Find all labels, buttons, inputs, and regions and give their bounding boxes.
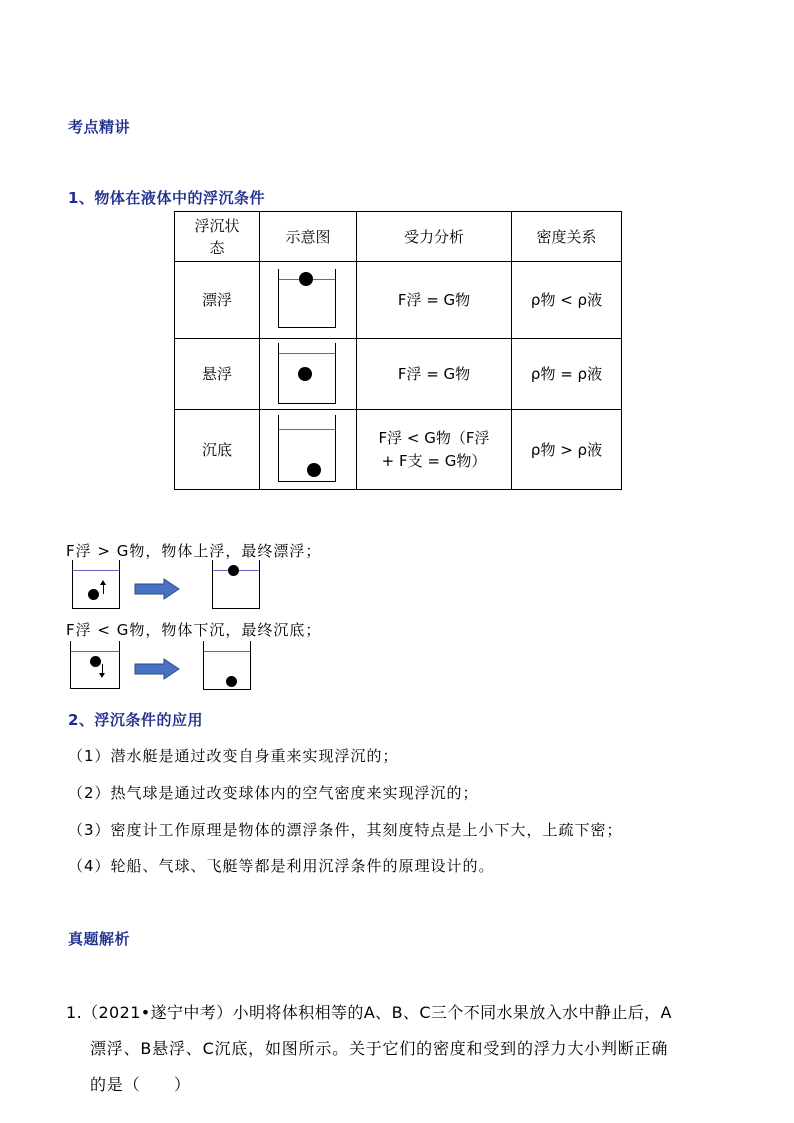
- cell-force: F浮 = G物: [357, 339, 512, 410]
- sink-condition-text: F浮 < G物，物体下沉，最终沉底；: [66, 621, 322, 639]
- beaker-floating-result: [212, 560, 260, 609]
- arrow-up-icon: [103, 584, 104, 594]
- rise-condition-text: F浮 > G物，物体上浮，最终漂浮；: [66, 542, 322, 560]
- table-header-row: [175, 212, 622, 262]
- beaker-rising: [72, 560, 120, 609]
- cell-density: ρ物 > ρ液: [512, 410, 622, 490]
- section-heading-real-questions: 真题解析: [68, 930, 131, 948]
- cell-state: 悬浮: [175, 339, 260, 410]
- cell-density: ρ物 = ρ液: [512, 339, 622, 410]
- object-ball: [88, 589, 99, 600]
- header-diagram: 示意图: [260, 212, 357, 262]
- header-state: 浮沉状态: [175, 212, 260, 262]
- application-item: （3）密度计工作原理是物体的漂浮条件，其刻度特点是上小下大，上疏下密；: [68, 821, 623, 839]
- question-line: 1.（2021•遂宁中考）小明将体积相等的A、B、C三个不同水果放入水中静止后，A: [66, 1003, 672, 1022]
- object-ball: [90, 656, 101, 667]
- beaker-bottom-result: [203, 641, 251, 690]
- table-row-bottom: [175, 410, 622, 490]
- application-item: （4）轮船、气球、飞艇等都是利用沉浮条件的原理设计的。: [68, 857, 495, 875]
- object-ball: [298, 367, 312, 381]
- table-row-float: [175, 262, 622, 339]
- cell-diagram: [260, 410, 357, 490]
- application-item: （2）热气球是通过改变球体内的空气密度来实现浮沉的；: [68, 784, 479, 802]
- beaker-diagram: [278, 269, 336, 328]
- object-ball: [299, 272, 313, 286]
- water-surface: [73, 570, 119, 571]
- object-ball: [228, 565, 239, 576]
- water-surface: [279, 353, 335, 354]
- float-sink-table: [174, 211, 622, 490]
- water-surface: [71, 651, 119, 652]
- header-force: 受力分析: [357, 212, 512, 262]
- water-surface: [204, 651, 250, 652]
- beaker-diagram: [278, 343, 336, 404]
- topic-heading-float-sink-conditions: 1、物体在液体中的浮沉条件: [68, 189, 265, 207]
- application-item: （1）潜水艇是通过改变自身重来实现浮沉的；: [68, 747, 399, 765]
- cell-force: F浮 = G物: [357, 262, 512, 339]
- cell-density: ρ物 < ρ液: [512, 262, 622, 339]
- question-line: 的是（ ）: [90, 1075, 191, 1094]
- beaker-diagram: [278, 415, 336, 482]
- topic-heading-applications: 2、浮沉条件的应用: [68, 711, 203, 729]
- arrow-right-icon: [134, 658, 180, 680]
- beaker-sinking: [70, 641, 120, 689]
- header-density: 密度关系: [512, 212, 622, 262]
- object-ball: [226, 676, 237, 687]
- table-row-suspend: [175, 339, 622, 410]
- section-heading-key-points: 考点精讲: [68, 118, 131, 136]
- water-surface: [279, 429, 335, 430]
- question-line: 漂浮、B悬浮、C沉底，如图所示。关于它们的密度和受到的浮力大小判断正确: [90, 1039, 669, 1058]
- arrow-down-icon: [102, 664, 103, 674]
- cell-state: 沉底: [175, 410, 260, 490]
- arrow-right-icon: [134, 578, 180, 600]
- cell-diagram: [260, 339, 357, 410]
- object-ball: [307, 463, 321, 477]
- cell-force: F浮 < G物（F浮 + F支 = G物）: [357, 410, 512, 490]
- cell-state: 漂浮: [175, 262, 260, 339]
- cell-diagram: [260, 262, 357, 339]
